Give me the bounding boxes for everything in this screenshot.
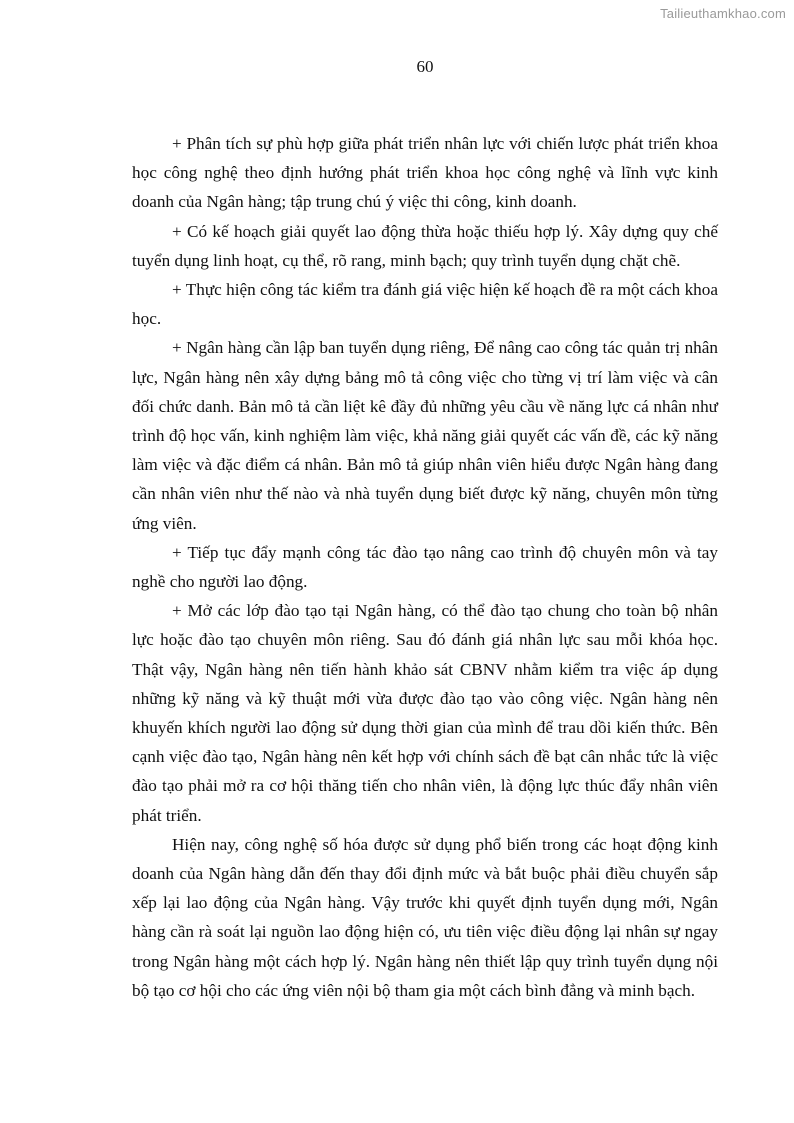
paragraph-training-classes: + Mở các lớp đào tạo tại Ngân hàng, có thể đào tạo chung cho toàn bộ nhân lực hoặc đào tạo chuyên môn riêng. Sau đó đánh giá nhân lực sau mỗi khóa học. Thật vậy, Ngân hàng nên tiến hành khảo sát CBNV nhằm kiểm tra việc áp dụng những kỹ năng và kỹ thuật mới vừa được đào tạo vào công việc. Ngân hàng nên khuyến khích người lao động sử dụng thời gian của mình để trau dồi kiến thức. Bên cạnh việc đào tạo, Ngân hàng nên kết hợp với chính sách đề bạt cân nhắc tức là việc đào tạo phải mở ra cơ hội thăng tiến cho nhân viên, là động lực thúc đẩy nhân viên phát triển. xyxy=(132,601,718,825)
paragraph-training-push: + Tiếp tục đẩy mạnh công tác đào tạo nâng cao trình độ chuyên môn và tay nghề cho người lao động. xyxy=(132,542,718,592)
paragraph-digitalization: Hiện nay, công nghệ số hóa được sử dụng phổ biến trong các hoạt động kinh doanh của Ngân hàng dẫn đến thay đổi định mức và bắt buộc phải điều chuyển sắp xếp lại lao động của Ngân hàng. Vậy trước khi quyết định tuyển dụng mới, Ngân hàng cần rà soát lại nguồn lao động hiện có, ưu tiên việc điều động lại nhân sự ngay trong Ngân hàng một cách hợp lý. Ngân hàng nên thiết lập quy trình tuyển dụng nội bộ tạo cơ hội cho các ứng viên nội bộ tham gia một cách bình đẳng và minh bạch. xyxy=(132,834,718,1000)
watermark-text: Tailieuthamkhao.com xyxy=(660,6,786,21)
paragraph-plan-evaluation: + Thực hiện công tác kiểm tra đánh giá việc hiện kế hoạch đề ra một cách khoa học. xyxy=(132,280,718,329)
page-number: 60 xyxy=(416,57,434,76)
document-body xyxy=(132,129,718,1005)
paragraph-recruitment-board: + Ngân hàng cần lập ban tuyển dụng riêng, Để nâng cao công tác quản trị nhân lực, Ngân hàng nên xây dựng bảng mô tả công việc cho từng vị trí làm việc và cân đối chức danh. Bản mô tả cần liệt kê đầy đủ những yêu cầu về năng lực cá nhân như trình độ học vấn, kinh nghiệm làm việc, khả năng giải quyết các vấn đề, các kỹ năng làm việc và đặc điểm cá nhân. Bản mô tả giúp nhân viên hiểu được Ngân hàng đang cần nhân viên như thế nào và nhà tuyển dụng biết được kỹ năng, chuyên môn từng ứng viên. xyxy=(132,338,718,533)
paragraph-labor-planning: + Có kế hoạch giải quyết lao động thừa hoặc thiếu hợp lý. Xây dựng quy chế tuyển dụng linh hoạt, cụ thể, rõ rang, minh bạch; quy trình tuyển dụng chặt chẽ. xyxy=(132,221,718,270)
paragraph-workforce-strategy: + Phân tích sự phù hợp giữa phát triển nhân lực với chiến lược phát triển khoa học công nghệ theo định hướng phát triển khoa học công nghệ và lĩnh vực kinh doanh của Ngân hàng; tập trung chú ý việc thi công, kinh doanh. xyxy=(132,134,718,212)
